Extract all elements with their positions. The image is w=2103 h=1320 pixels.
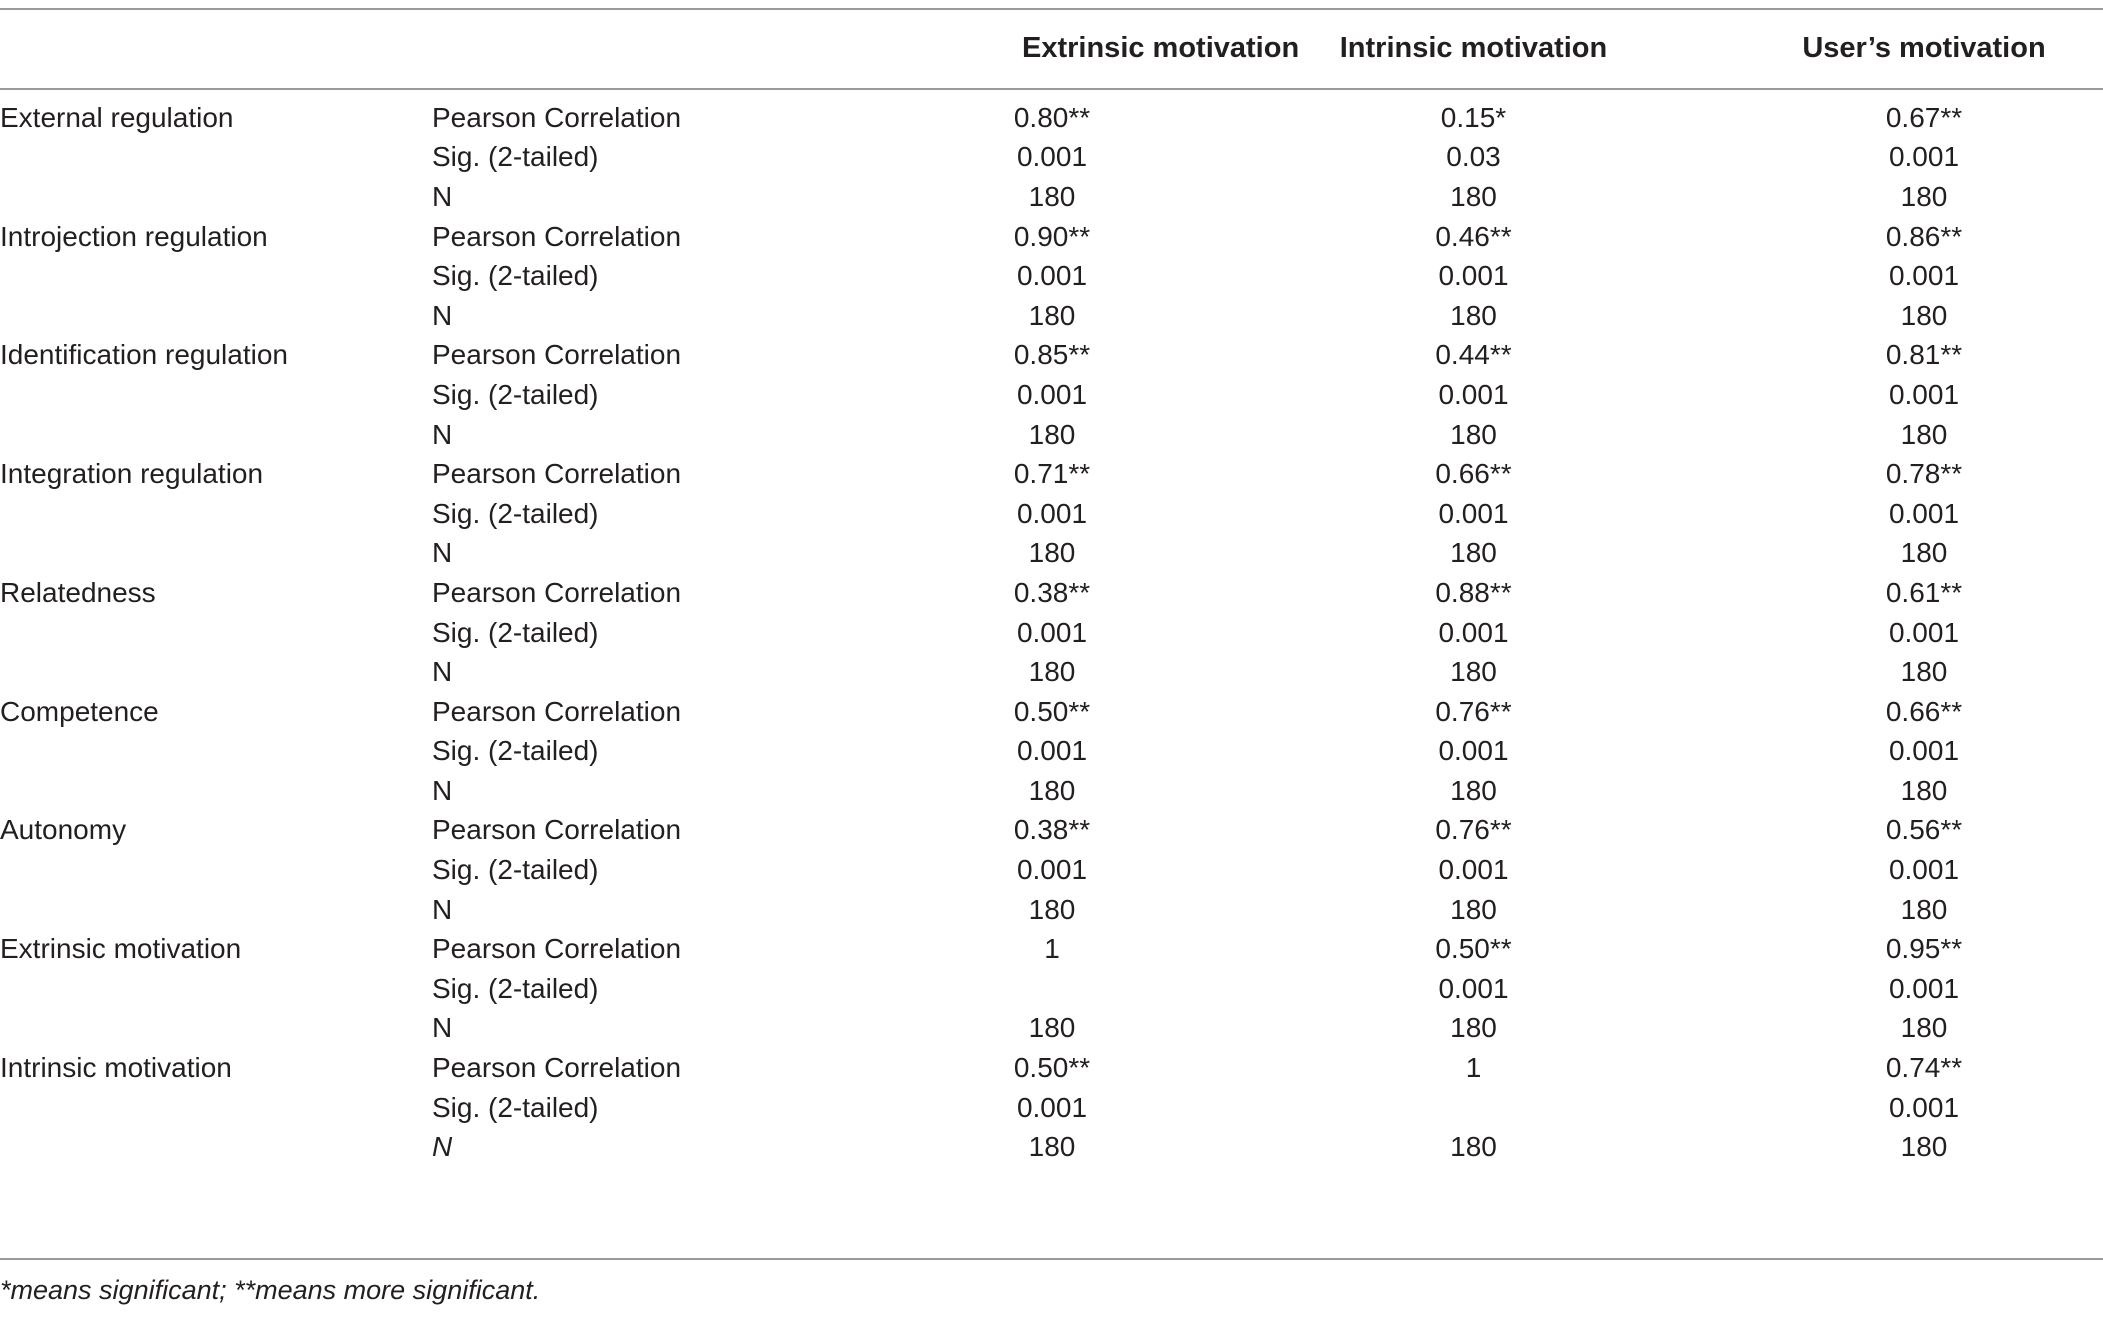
user-value-cell: 180 xyxy=(1900,1131,1948,1163)
extrinsic-value-cell: 180 xyxy=(1028,299,1076,331)
variable-name xyxy=(0,1009,432,1049)
user-value-cell: 180 xyxy=(1900,418,1948,450)
intrinsic-value-cell: 0.001 xyxy=(1438,616,1509,648)
extrinsic-value-cell: 0.001 xyxy=(1016,378,1088,410)
statistic-label: Sig. (2-tailed) xyxy=(432,972,599,1004)
user-value-cell: 180 xyxy=(1900,180,1948,212)
extrinsic-value-cell: 0.71** xyxy=(1013,458,1091,490)
statistic-label: N xyxy=(432,537,453,569)
intrinsic-value-cell: 180 xyxy=(1450,180,1497,212)
statistic-label: Sig. (2-tailed) xyxy=(432,260,599,292)
statistic-label: Pearson Correlation xyxy=(432,695,682,727)
statistic-label: Sig. (2-tailed) xyxy=(432,497,599,529)
intrinsic-value-cell: 0.001 xyxy=(1438,260,1509,292)
table-row xyxy=(0,534,2103,574)
table-row xyxy=(0,454,2103,494)
table-row xyxy=(0,969,2103,1009)
user-value-cell: 180 xyxy=(1900,537,1948,569)
variable-name xyxy=(0,494,432,534)
table-row xyxy=(0,217,2103,257)
table-row xyxy=(0,850,2103,890)
user-value-cell: 0.66** xyxy=(1885,695,1963,727)
variable-name xyxy=(0,1088,432,1128)
correlation-table xyxy=(0,8,2103,1167)
variable-name xyxy=(0,850,432,890)
table-header-row xyxy=(0,8,2103,88)
user-value-cell: 180 xyxy=(1900,299,1948,331)
extrinsic-value-cell: 180 xyxy=(1028,1131,1076,1163)
statistic-label: N xyxy=(432,418,453,450)
intrinsic-value-cell: 180 xyxy=(1450,893,1497,925)
table-row xyxy=(0,771,2103,811)
statistic-label: Sig. (2-tailed) xyxy=(432,141,599,173)
table-row xyxy=(0,177,2103,217)
table-row xyxy=(0,613,2103,653)
variable-name xyxy=(0,732,432,772)
table-body xyxy=(0,88,2103,1167)
user-value-cell: 0.61** xyxy=(1885,576,1963,608)
intrinsic-value-cell: 0.001 xyxy=(1438,378,1509,410)
user-value-cell: 0.001 xyxy=(1888,972,1960,1004)
extrinsic-value-cell: 0.001 xyxy=(1016,735,1088,767)
table-row xyxy=(0,415,2103,455)
intrinsic-value-cell: 0.15* xyxy=(1440,101,1507,133)
table-row xyxy=(0,494,2103,534)
user-value-cell: 0.001 xyxy=(1888,735,1960,767)
statistic-label: Pearson Correlation xyxy=(432,458,682,490)
variable-name xyxy=(0,890,432,930)
table-row xyxy=(0,256,2103,296)
statistic-label: Pearson Correlation xyxy=(432,576,682,608)
variable-name xyxy=(0,375,432,415)
table-row xyxy=(0,692,2103,732)
statistic-label: Pearson Correlation xyxy=(432,1052,682,1084)
variable-name: Intrinsic motivation xyxy=(0,1052,232,1084)
user-value-cell: 0.001 xyxy=(1888,854,1960,886)
user-value-cell: 0.001 xyxy=(1888,497,1960,529)
variable-name: Competence xyxy=(0,695,159,727)
statistic-label: N xyxy=(432,656,453,688)
variable-name xyxy=(0,296,432,336)
intrinsic-value-cell: 1 xyxy=(1465,1052,1482,1084)
table-row xyxy=(0,88,2103,138)
variable-name: Relatedness xyxy=(0,576,156,608)
extrinsic-value-cell: 0.50** xyxy=(1013,1052,1091,1084)
variable-name: Autonomy xyxy=(0,814,127,846)
intrinsic-value-cell: 180 xyxy=(1450,299,1497,331)
extrinsic-value-cell: 0.001 xyxy=(1016,260,1088,292)
variable-name: Identification regulation xyxy=(0,339,288,371)
statistic-label: N xyxy=(432,774,453,806)
variable-name xyxy=(0,969,432,1009)
variable-name xyxy=(0,652,432,692)
extrinsic-value-cell: 180 xyxy=(1028,656,1076,688)
intrinsic-value-cell: 0.44** xyxy=(1435,339,1512,371)
extrinsic-value-cell: 0.001 xyxy=(1016,1091,1088,1123)
variable-name xyxy=(0,771,432,811)
variable-name xyxy=(0,256,432,296)
intrinsic-value-cell: 0.46** xyxy=(1435,220,1512,252)
user-value-cell: 0.67** xyxy=(1885,101,1963,133)
extrinsic-value-cell: 0.38** xyxy=(1013,576,1091,608)
user-value-cell: 0.001 xyxy=(1888,141,1960,173)
intrinsic-value-cell: 0.03 xyxy=(1446,141,1501,173)
intrinsic-value-cell: 0.66** xyxy=(1435,458,1512,490)
statistic-label: N xyxy=(432,180,453,212)
statistic-label: Pearson Correlation xyxy=(432,101,682,133)
variable-name: Extrinsic motivation xyxy=(0,933,242,965)
intrinsic-value-cell: 180 xyxy=(1450,656,1497,688)
variable-name xyxy=(0,415,432,455)
table-footnote: *means significant; **means more significant. xyxy=(0,1275,541,1305)
table-row xyxy=(0,652,2103,692)
statistic-label: Sig. (2-tailed) xyxy=(432,378,599,410)
variable-name xyxy=(0,613,432,653)
statistic-label: Pearson Correlation xyxy=(432,339,682,371)
extrinsic-value-cell: 0.001 xyxy=(1016,497,1088,529)
user-value-cell: 180 xyxy=(1900,656,1948,688)
table-row xyxy=(0,890,2103,930)
user-value-cell: 0.81** xyxy=(1885,339,1963,371)
extrinsic-value-cell: 0.001 xyxy=(1016,854,1088,886)
statistic-label: N xyxy=(432,1131,453,1163)
table-bottom-rule xyxy=(0,1258,2103,1260)
extrinsic-value-cell: 0.80** xyxy=(1013,101,1091,133)
intrinsic-value-cell: 0.88** xyxy=(1435,576,1512,608)
header-statistic xyxy=(432,8,902,88)
variable-name: External regulation xyxy=(0,101,234,133)
statistic-label: N xyxy=(432,893,453,925)
extrinsic-value-cell: 0.90** xyxy=(1013,220,1091,252)
extrinsic-value-cell: 0.001 xyxy=(1016,141,1088,173)
table-row xyxy=(0,375,2103,415)
table-row xyxy=(0,1048,2103,1088)
statistic-label: Sig. (2-tailed) xyxy=(432,616,599,648)
statistic-label: Pearson Correlation xyxy=(432,933,682,965)
user-value-cell: 0.74** xyxy=(1885,1052,1963,1084)
table-row xyxy=(0,1127,2103,1167)
extrinsic-value-cell: 180 xyxy=(1028,1012,1076,1044)
intrinsic-value-cell: 0.001 xyxy=(1438,497,1509,529)
statistic-label: Sig. (2-tailed) xyxy=(432,735,599,767)
table-row xyxy=(0,336,2103,376)
variable-name: Introjection regulation xyxy=(0,220,268,252)
intrinsic-value-cell: 0.76** xyxy=(1435,695,1512,727)
variable-name xyxy=(0,534,432,574)
user-value-cell: 0.78** xyxy=(1885,458,1963,490)
user-value-cell: 0.001 xyxy=(1888,378,1960,410)
table-row xyxy=(0,1088,2103,1128)
user-value-cell: 0.95** xyxy=(1885,933,1963,965)
extrinsic-value-cell: 180 xyxy=(1028,537,1076,569)
table-row xyxy=(0,732,2103,772)
statistic-label: Sig. (2-tailed) xyxy=(432,854,599,886)
header-users-motivation: User’s motivation xyxy=(1802,31,2046,64)
statistic-label: Sig. (2-tailed) xyxy=(432,1091,599,1123)
statistic-label: Pearson Correlation xyxy=(432,814,682,846)
intrinsic-value-cell: 180 xyxy=(1450,774,1497,806)
user-value-cell: 0.001 xyxy=(1888,1091,1960,1123)
table-row xyxy=(0,573,2103,613)
extrinsic-value-cell: 180 xyxy=(1028,180,1076,212)
table-row xyxy=(0,1009,2103,1049)
extrinsic-value-cell xyxy=(902,969,1202,1009)
user-value-cell: 0.001 xyxy=(1888,616,1960,648)
intrinsic-value-cell: 0.001 xyxy=(1438,972,1509,1004)
user-value-cell: 0.56** xyxy=(1885,814,1963,846)
variable-name xyxy=(0,1127,432,1167)
extrinsic-value-cell: 0.38** xyxy=(1013,814,1091,846)
header-extrinsic-motivation: Extrinsic motivation xyxy=(1022,31,1300,64)
header-intrinsic-motivation: Intrinsic motivation xyxy=(1339,31,1608,64)
variable-name xyxy=(0,177,432,217)
table-row xyxy=(0,811,2103,851)
intrinsic-value-cell: 0.76** xyxy=(1435,814,1512,846)
extrinsic-value-cell: 1 xyxy=(1044,933,1060,965)
intrinsic-value-cell: 180 xyxy=(1450,418,1497,450)
header-variable xyxy=(0,8,432,88)
extrinsic-value-cell: 180 xyxy=(1028,774,1076,806)
intrinsic-value-cell: 180 xyxy=(1450,1131,1497,1163)
table-row xyxy=(0,296,2103,336)
statistic-label: Pearson Correlation xyxy=(432,220,682,252)
user-value-cell: 180 xyxy=(1900,893,1948,925)
extrinsic-value-cell: 0.001 xyxy=(1016,616,1088,648)
intrinsic-value-cell: 180 xyxy=(1450,537,1497,569)
intrinsic-value-cell: 180 xyxy=(1450,1012,1497,1044)
intrinsic-value-cell: 0.001 xyxy=(1438,854,1509,886)
user-value-cell: 180 xyxy=(1900,774,1948,806)
user-value-cell: 0.001 xyxy=(1888,260,1960,292)
intrinsic-value-cell: 0.001 xyxy=(1438,735,1509,767)
intrinsic-value-cell xyxy=(1202,1088,1745,1128)
intrinsic-value-cell: 0.50** xyxy=(1435,933,1512,965)
variable-name: Integration regulation xyxy=(0,458,264,490)
table-row xyxy=(0,929,2103,969)
statistic-label: N xyxy=(432,1012,453,1044)
variable-name xyxy=(0,138,432,178)
user-value-cell: 180 xyxy=(1900,1012,1948,1044)
user-value-cell: 0.86** xyxy=(1885,220,1963,252)
extrinsic-value-cell: 180 xyxy=(1028,418,1076,450)
extrinsic-value-cell: 0.50** xyxy=(1013,695,1091,727)
extrinsic-value-cell: 0.85** xyxy=(1013,339,1091,371)
statistic-label: N xyxy=(432,299,453,331)
extrinsic-value-cell: 180 xyxy=(1028,893,1076,925)
table-row xyxy=(0,138,2103,178)
